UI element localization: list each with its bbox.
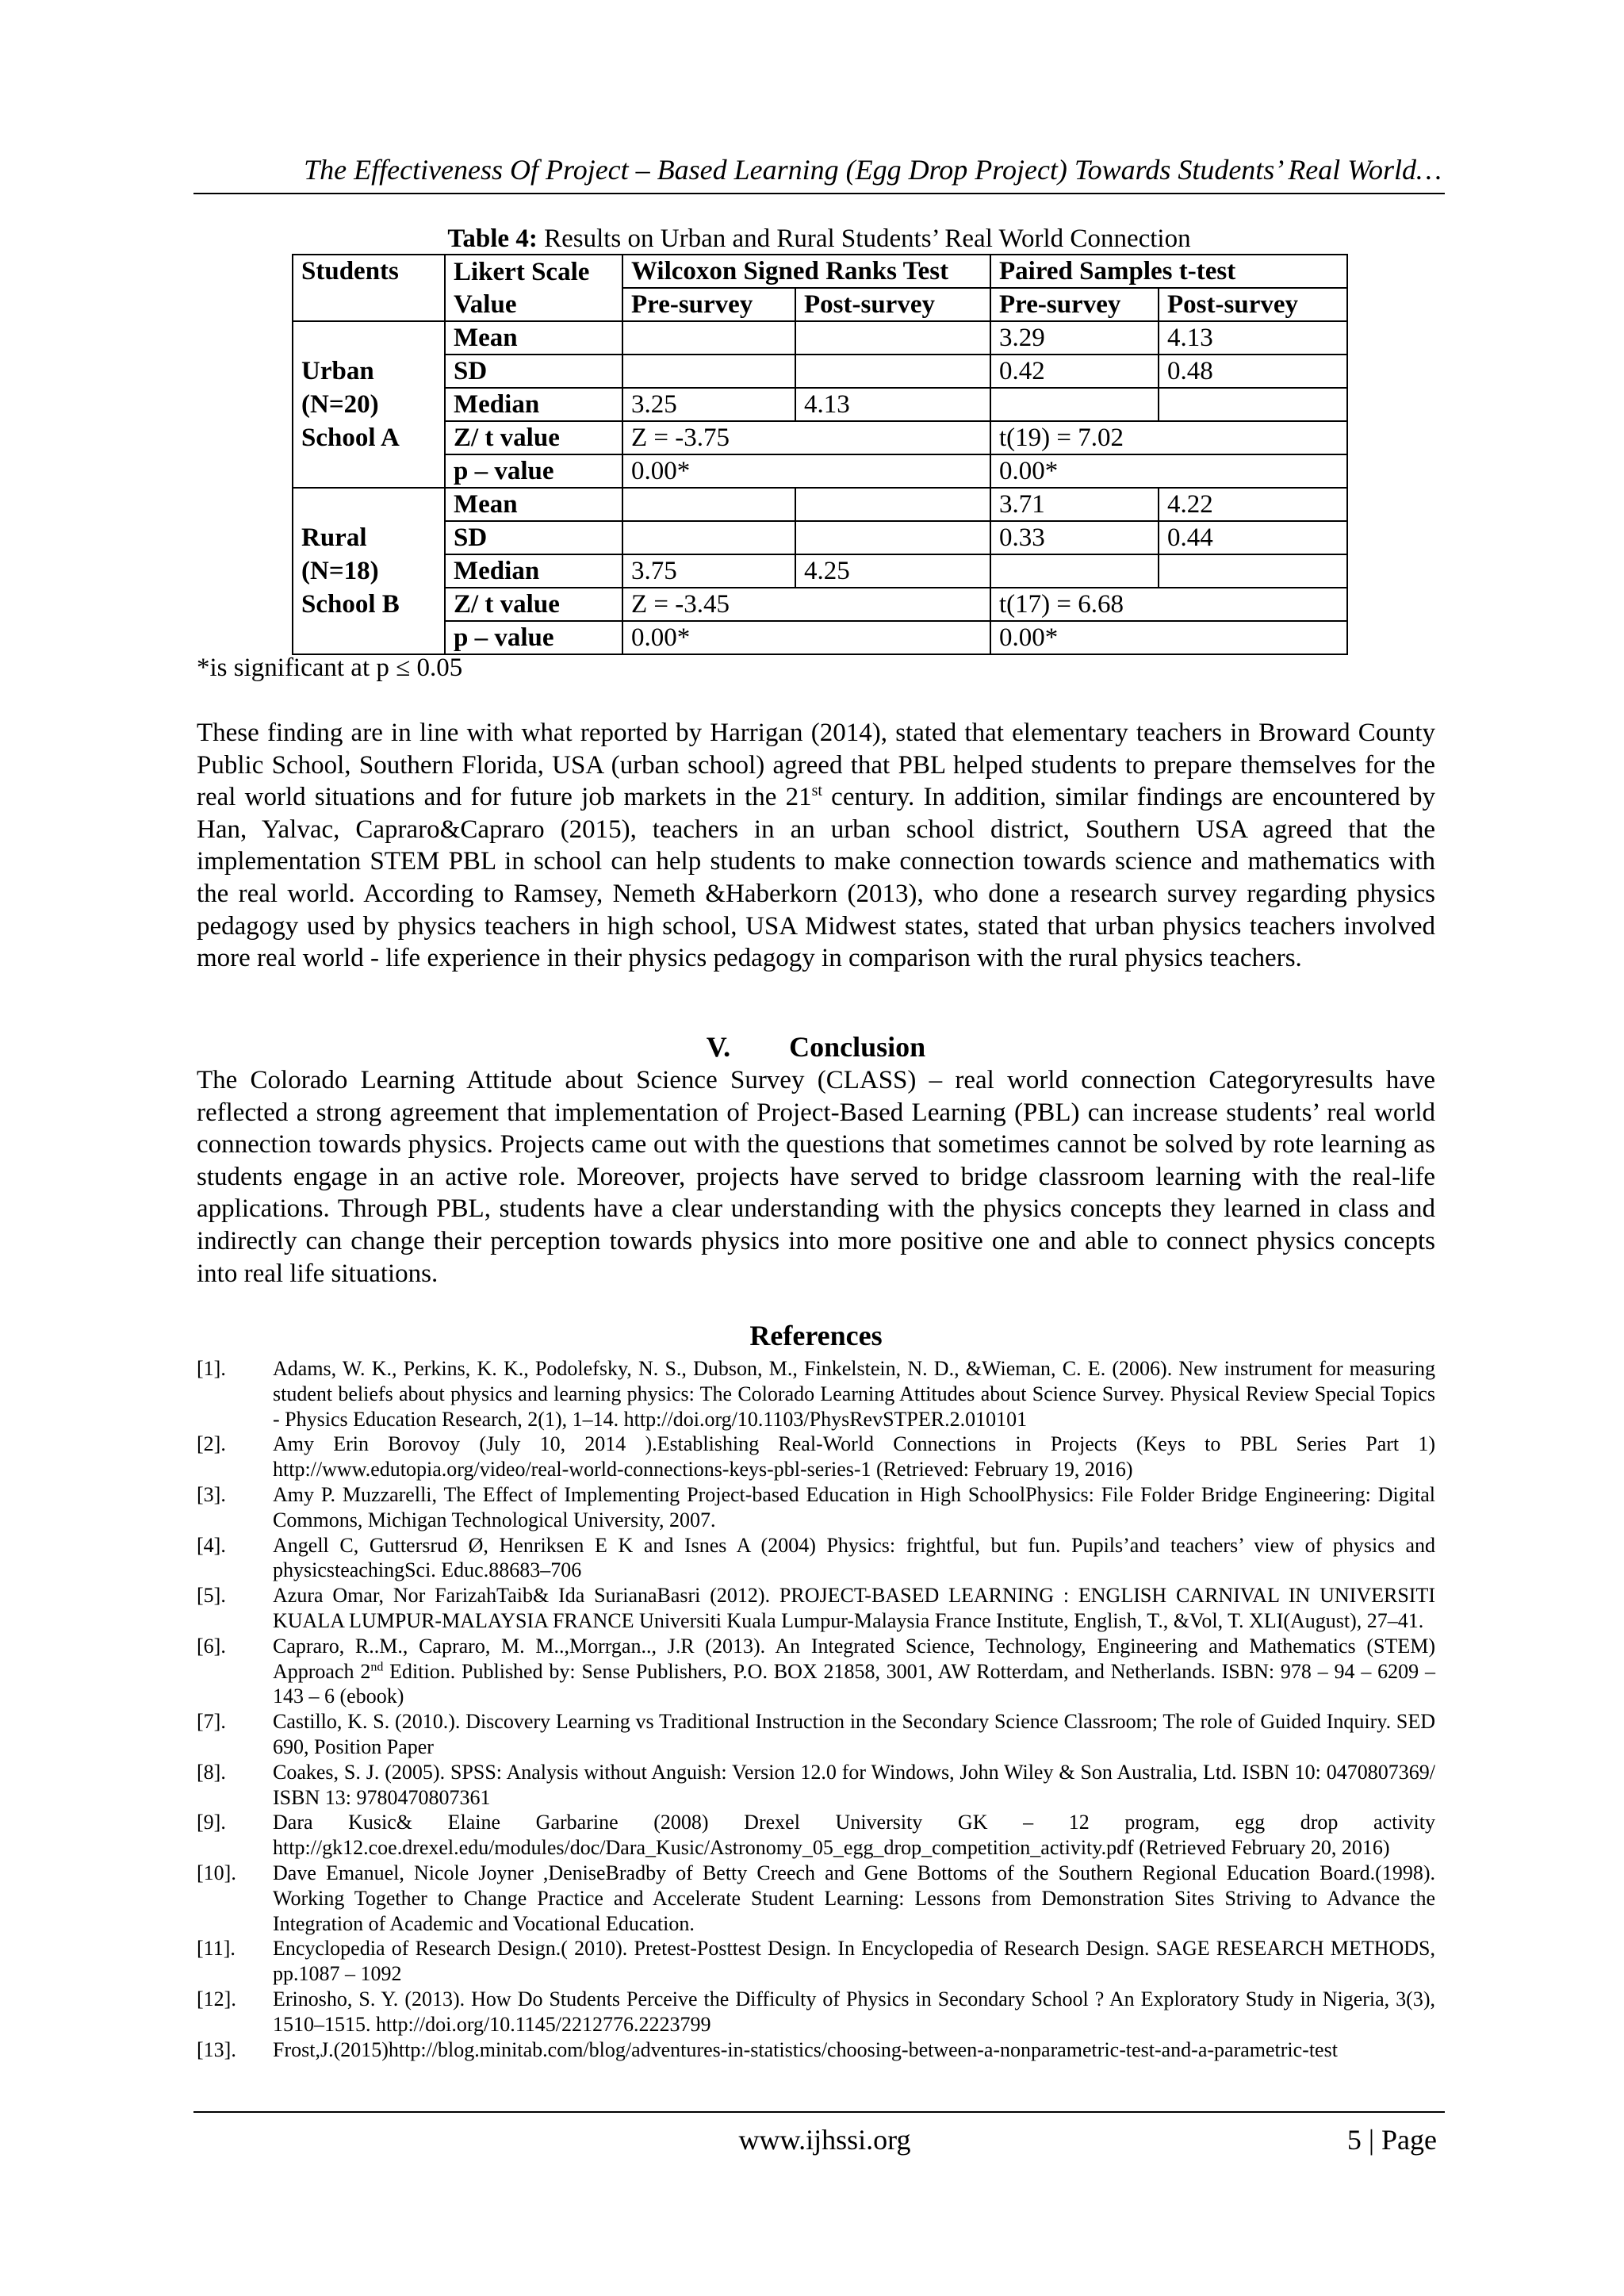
cell-empty xyxy=(622,355,795,388)
row-label-mean: Mean xyxy=(445,321,622,355)
cell-sd-post: 0.44 xyxy=(1159,521,1347,554)
running-header: The Effectiveness Of Project – Based Learning (Egg Drop Project) Towards Students’ Real World… xyxy=(304,154,1442,186)
row-label-sd: SD xyxy=(445,521,622,554)
cell-z-value: Z = -3.75 xyxy=(622,421,990,454)
discussion-paragraph: These finding are in line with what reported by Harrigan (2014), stated that elementary teachers in Broward County Public School, Southern Florida, USA (urban school) agreed that PBL helped students to prepare themselves for the real world situations and for future job markets in the 21st century. In addition, similar findings are encountered by Han, Yalvac, Capraro&Capraro (2015), teachers in an urban school district, Southern USA agreed that the implementation STEM PBL in school can help students to make connection towards science and mathematics with the real world. According to Ramsey, Nemeth &Haberkorn (2013), who done a research survey regarding physics pedagogy used by physics teachers in high school, USA Midwest states, stated that urban physics teachers involved more real world - life experience in their physics pedagogy in comparison with the rural physics teachers. xyxy=(197,719,1435,973)
header-ttest-post: Post-survey xyxy=(1159,288,1347,321)
cell-p-wilcoxon: 0.00* xyxy=(622,454,990,488)
cell-t-value: t(17) = 6.68 xyxy=(990,588,1347,621)
header-wilcoxon: Wilcoxon Signed Ranks Test xyxy=(622,255,990,288)
reference-item: [2]. Amy Erin Borovoy (July 10, 2014 ).Establishing Real-World Connections in Projects (Keys to PBL Series Part 1) http://www.edutopia.org/video/real-world-connections-keys-pbl-series-1 (Retrieved: February 19, 2016) xyxy=(197,1432,1435,1481)
cell-empty xyxy=(622,321,795,355)
footer-site-link[interactable]: www.ijhssi.org xyxy=(738,2124,911,2156)
references-heading: References xyxy=(749,1320,883,1351)
cell-mean-post: 4.13 xyxy=(1159,321,1347,355)
table-caption-label: Table 4: xyxy=(447,224,538,253)
table-row xyxy=(293,554,1347,588)
row-label-median: Median xyxy=(445,554,622,588)
header-likert-line2: Value xyxy=(445,288,622,321)
table-caption xyxy=(292,223,1346,255)
header-wilcoxon-pre: Pre-survey xyxy=(622,288,795,321)
section-heading-conclusion xyxy=(197,1029,1435,1064)
header-wilcoxon-post: Post-survey xyxy=(795,288,990,321)
cell-p-ttest: 0.00* xyxy=(990,621,1347,654)
results-table xyxy=(292,254,1348,655)
table-subheader-row xyxy=(293,288,1347,321)
table-row xyxy=(293,621,1347,654)
cell-p-wilcoxon: 0.00* xyxy=(622,621,990,654)
reference-item: [7]. Castillo, K. S. (2010.). Discovery Learning vs Traditional Instruction in the Secondary Science Classroom; The role of Guided Inquiry. SED 690, Position Paper xyxy=(197,1710,1435,1758)
cell-empty xyxy=(795,355,990,388)
cell-median-post: 4.13 xyxy=(795,388,990,421)
cell-mean-pre: 3.29 xyxy=(990,321,1159,355)
reference-item: [10]. Dave Emanuel, Nicole Joyner ,DeniseBradby of Betty Creech and Gene Bottoms of the Southern Regional Education Board.(1998). Working Together to Change Practice and Accelerate Student Learning: Lessons from Demonstration Sites Striving to Advance the Integration of Academic and Vocational Education. xyxy=(197,1861,1435,1935)
footer-rule xyxy=(193,2111,1445,2113)
reference-item: [5]. Azura Omar, Nor FarizahTaib& Ida SurianaBasri (2012). PROJECT-BASED LEARNING : ENGLISH CARNIVAL IN UNIVERSITI KUALA LUMPUR-MALAYSIA FRANCE Universiti Kuala Lumpur-Malaysia France Institute, English, T., &Vol, T. XLI(August), 27–41. xyxy=(197,1584,1435,1632)
conclusion-paragraph: The Colorado Learning Attitude about Science Survey (CLASS) – real world connection Categoryresults have reflected a strong agreement that implementation of Project-Based Learning (PBL) can increase students’ real world connection towards physics. Projects came out with the questions that sometimes cannot be solved by rote learning as students engage in an active role. Moreover, projects have served to bridge classroom learning with the real-life applications. Through PBL, students have a clear understanding with the physics concepts they learned in class and indirectly can change their perception towards physics into more positive one and able to connect physics concepts into real life situations. xyxy=(197,1066,1435,1288)
cell-median-post: 4.25 xyxy=(795,554,990,588)
footer-page-number: 5 | Page xyxy=(1346,2124,1437,2156)
reference-list xyxy=(197,1356,1435,2062)
cell-empty xyxy=(622,488,795,521)
cell-mean-post: 4.22 xyxy=(1159,488,1347,521)
section-title: Conclusion xyxy=(789,1031,926,1063)
header-paired: Paired Samples t-test xyxy=(990,255,1347,288)
cell-empty xyxy=(795,488,990,521)
table-row xyxy=(293,421,1347,454)
row-label-median: Median xyxy=(445,388,622,421)
header-ttest-pre: Pre-survey xyxy=(990,288,1159,321)
cell-empty xyxy=(622,521,795,554)
table-caption-text: Results on Urban and Rural Students’ Real World Connection xyxy=(544,224,1191,253)
header-likert-line1: Likert Scale xyxy=(445,255,622,288)
reference-item: [11]. Encyclopedia of Research Design.( 2010). Pretest-Posttest Design. In Encyclopedia of Research Design. SAGE RESEARCH METHODS, pp.1087 – 1092 xyxy=(197,1937,1435,1986)
group-urban: Urban (N=20) School A xyxy=(293,321,445,488)
cell-mean-pre: 3.71 xyxy=(990,488,1159,521)
table-row xyxy=(293,521,1347,554)
cell-median-pre: 3.75 xyxy=(622,554,795,588)
cell-empty xyxy=(795,321,990,355)
group-rural: Rural (N=18) School B xyxy=(293,488,445,654)
reference-item: [13]. Frost,J.(2015)http://blog.minitab.com/blog/adventures-in-statistics/choosing-between-a-nonparametric-test-and-a-parametric-test xyxy=(197,2037,1338,2061)
table-row xyxy=(293,355,1347,388)
table-row xyxy=(293,321,1347,355)
cell-sd-pre: 0.33 xyxy=(990,521,1159,554)
reference-item: [9]. Dara Kusic& Elaine Garbarine (2008) Drexel University GK – 12 program, egg drop activity http://gk12.coe.drexel.edu/modules/doc/Dara_Kusic/Astronomy_05_egg_drop_competition_activity.pdf (Retrieved February 20, 2016) xyxy=(197,1811,1435,1860)
cell-z-value: Z = -3.45 xyxy=(622,588,990,621)
section-number: V. xyxy=(706,1031,731,1063)
table-row xyxy=(293,488,1347,521)
table-header-row xyxy=(293,255,1347,288)
cell-empty xyxy=(1159,388,1347,421)
header-rule xyxy=(193,193,1445,194)
reference-item: [4]. Angell C, Guttersrud Ø, Henriksen E K and Isnes A (2004) Physics: frightful, but fun. Pupils’and teachers’ view of physics and physicsteachingSci. Educ.88683–706 xyxy=(197,1533,1435,1582)
reference-item: [3]. Amy P. Muzzarelli, The Effect of Implementing Project-based Education in High SchoolPhysics: File Folder Bridge Engineering: Digital Commons, Michigan Technological University, 2007. xyxy=(197,1482,1435,1531)
cell-empty xyxy=(990,388,1159,421)
row-label-zt: Z/ t value xyxy=(445,588,622,621)
reference-item: [8]. Coakes, S. J. (2005). SPSS: Analysis without Anguish: Version 12.0 for Windows, John Wiley & Son Australia, Ltd. ISBN 10: 0470807369/ ISBN 13: 9780470807361 xyxy=(197,1760,1435,1809)
reference-item: [12]. Erinosho, S. Y. (2013). How Do Students Perceive the Difficulty of Physics in Secondary School ? An Exploratory Study in Nigeria, 3(3), 1510–1515. http://doi.org/10.1145/2212776.2223799 xyxy=(197,1987,1435,2036)
table-row xyxy=(293,588,1347,621)
cell-sd-pre: 0.42 xyxy=(990,355,1159,388)
row-label-zt: Z/ t value xyxy=(445,421,622,454)
cell-sd-post: 0.48 xyxy=(1159,355,1347,388)
reference-item: [1]. Adams, W. K., Perkins, K. K., Podolefsky, N. S., Dubson, M., Finkelstein, N. D., &Wieman, C. E. (2006). New instrument for measuring student beliefs about physics and learning physics: The Colorado Learning Attitudes about Science Survey. Physical Review Special Topics - Physics Education Research, 2(1), 1–14. http://doi.org/10.1103/PhysRevSTPER.2.010101 xyxy=(197,1357,1435,1431)
row-label-p: p – value xyxy=(445,621,622,654)
cell-empty xyxy=(1159,554,1347,588)
row-label-p: p – value xyxy=(445,454,622,488)
row-label-mean: Mean xyxy=(445,488,622,521)
cell-p-ttest: 0.00* xyxy=(990,454,1347,488)
table-row xyxy=(293,388,1347,421)
cell-t-value: t(19) = 7.02 xyxy=(990,421,1347,454)
row-label-sd: SD xyxy=(445,355,622,388)
reference-item: [6]. Capraro, R..M., Capraro, M. M..,Morrgan.., J.R (2013). An Integrated Science, Technology, Engineering and Mathematics (STEM) Approach 2nd Edition. Published by: Sense Publishers, P.O. BOX 21858, 3001, AW Rotterdam, and Netherlands. ISBN: 978 – 94 – 6209 – 143 – 6 (ebook) xyxy=(197,1634,1436,1708)
cell-median-pre: 3.25 xyxy=(622,388,795,421)
table-footnote: *is significant at p ≤ 0.05 xyxy=(197,654,463,682)
cell-empty xyxy=(795,521,990,554)
table-row xyxy=(293,454,1347,488)
header-students: Students xyxy=(293,255,445,321)
cell-empty xyxy=(990,554,1159,588)
